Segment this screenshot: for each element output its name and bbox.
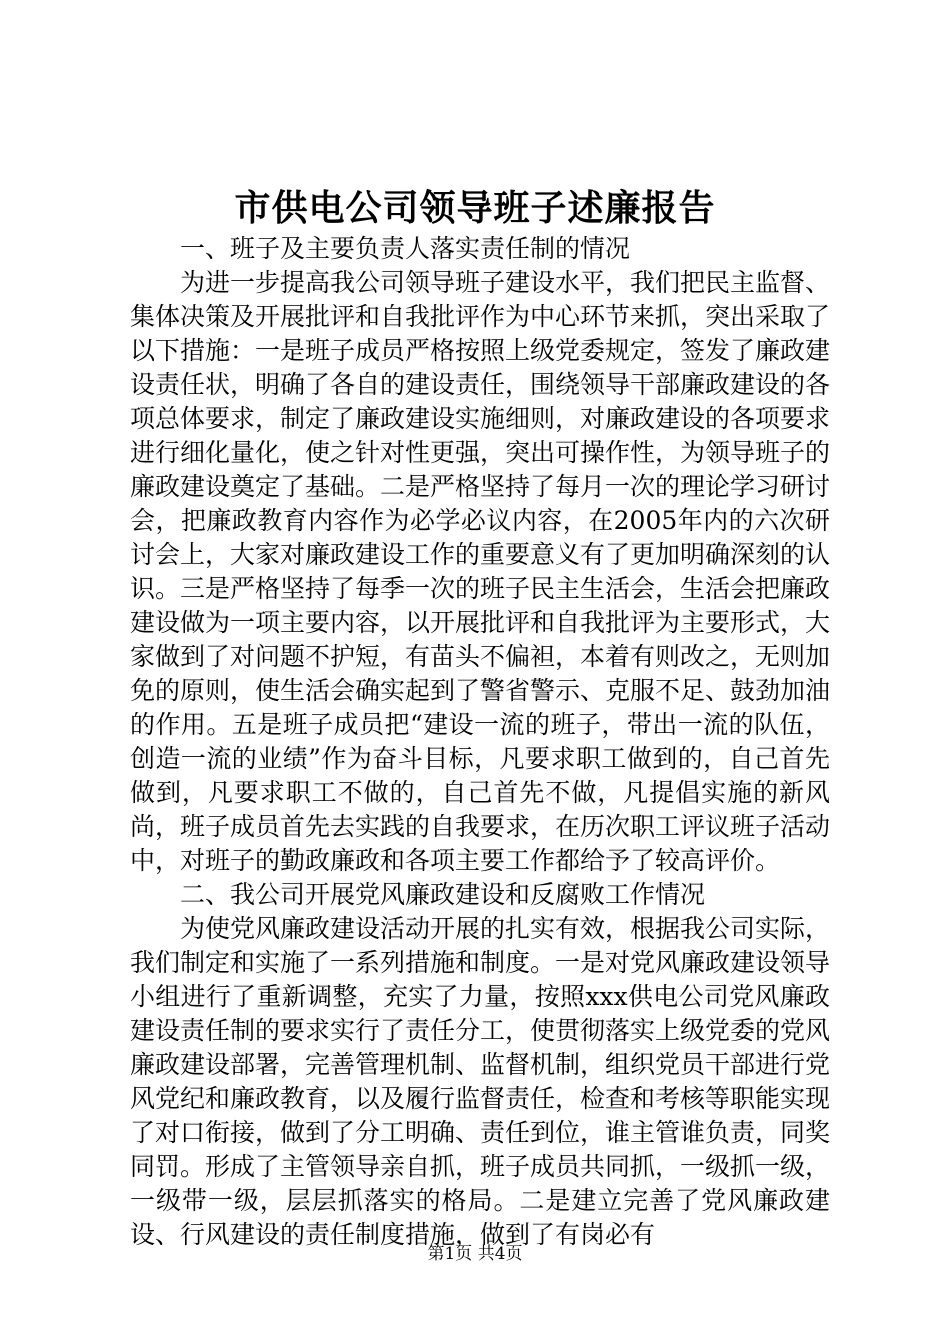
body-paragraph-1: 为进一步提高我公司领导班子建设水平，我们把民主监督、集体决策及开展批评和自我批评作为中心环节来抓，突出采取了以下措施：一是班子成员严格按照上级党委规定，签发了廉政建设责任状，明确了各自的建设责任，围绕领导干部廉政建设的各项总体要求，制定了廉政建设实施细则，对廉政建设的各项要求进行细化量化，使之针对性更强，突出可操作性，为领导班子的廉政建设奠定了基础。二是严格坚持了每月一次的理论学习研讨会，把廉政教育内容作为必学必议内容，在2005年内的六次研讨会上，大家对廉政建设工作的重要意义有了更加明确深刻的认识。三是严格坚持了每季一次的班子民主生活会，生活会把廉政建设做为一项主要内容，以开展批评和自我批评为主要形式，大家做到了对问题不护短，有苗头不偏袒，本着有则改之，无则加免的原则，使生活会确实起到了警省警示、克服不足、鼓劲加油的作用。五是班子成员把“建设一流的班子，带出一流的队伍，创造一流的业绩”作为奋斗目标，凡要求职工做到的，自己首先做到，凡要求职工不做的，自己首先不做，凡提倡实施的新风尚，班子成员首先去实践的自我要求，在历次职工评议班子活动中，对班子的勤政廉政和各项主要工作都给予了较高评价。	[130, 268, 831, 875]
body-paragraph-2: 为使党风廉政建设活动开展的扎实有效，根据我公司实际，我们制定和实施了一系列措施和制度。一是对党风廉政建设领导小组进行了重新调整，充实了力量，按照xxx供电公司党风廉政建设责任制的要求实行了责任分工，使贯彻落实上级党委的党风廉政建设部署，完善管理机制、监督机制，组织党员干部进行党风党纪和廉政教育，以及履行监督责任，检查和考核等职能实现了对口衔接，做到了分工明确、责任到位，谁主管谁负责，同奖同罚。形成了主管领导亲自抓，班子成员共同抓，一级抓一级，一级带一级，层层抓落实的格局。二是建立完善了党风廉政建设、行风建设的责任制度措施，做到了有岗必有	[130, 914, 831, 1249]
section-heading-1: 一、班子及主要负责人落实责任制的情况	[180, 234, 631, 263]
page-footer: 第1页 共4页	[427, 1244, 523, 1264]
document-body	[130, 232, 830, 1252]
section-heading-2: 二、我公司开展党风廉政建设和反腐败工作情况	[180, 880, 706, 909]
document-title: 市供电公司领导班子述廉报告	[234, 187, 716, 229]
